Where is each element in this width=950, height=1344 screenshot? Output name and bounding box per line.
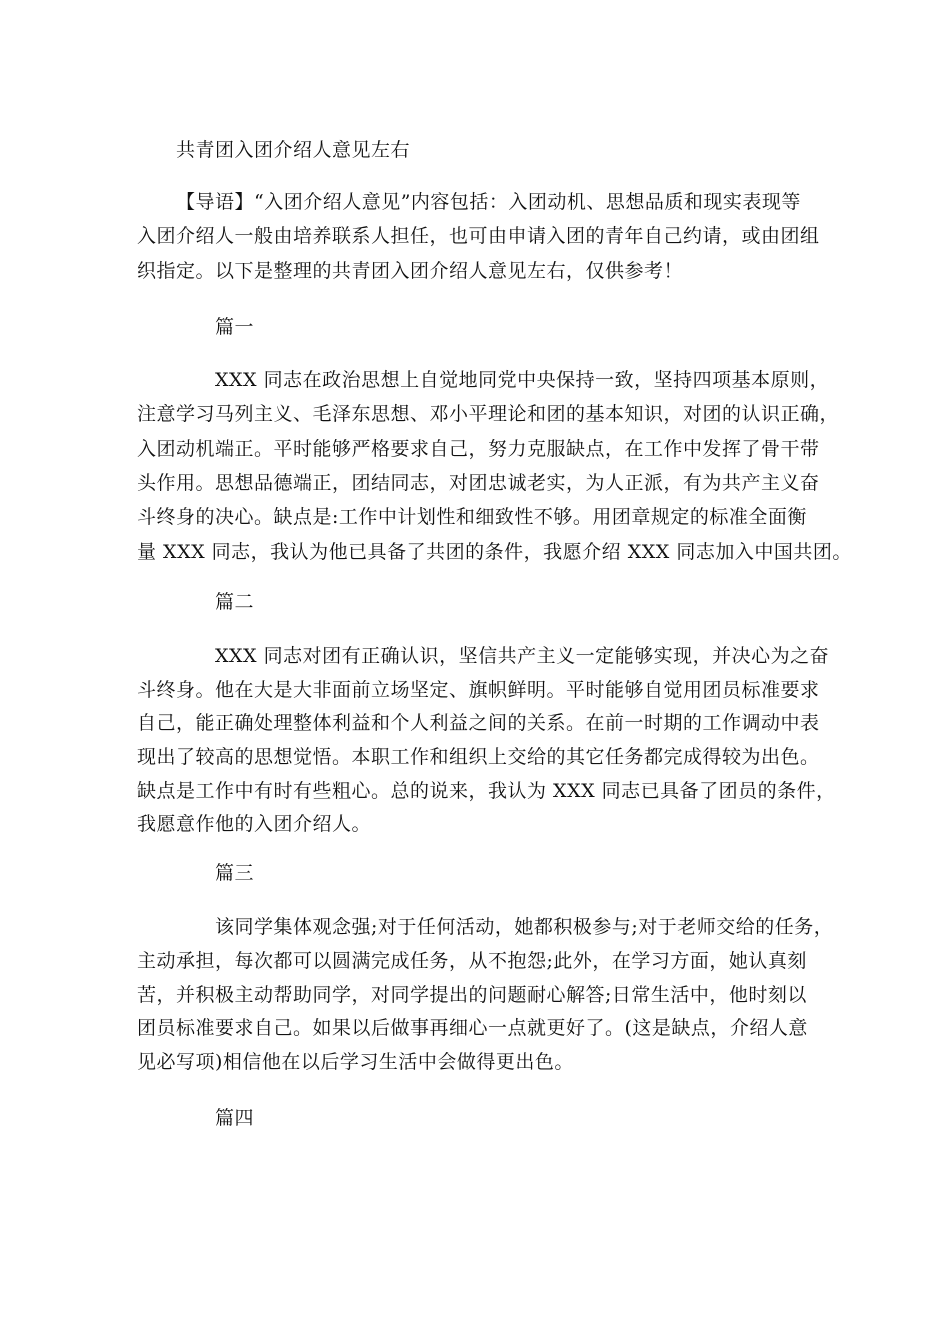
paragraph-line: 量 XXX 同志，我认为他已具备了共团的条件，我愿介绍 XXX 同志加入中国共团。 (137, 541, 852, 563)
paragraph-line: 头作用。思想品德端正，团结同志，对团忠诚老实，为人正派，有为共产主义奋 (137, 472, 820, 494)
paragraph-line: 入团动机端正。平时能够严格要求自己，努力克服缺点，在工作中发挥了骨干带 (137, 438, 820, 460)
intro-line: 织指定。以下是整理的共青团入团介绍人意见左右，仅供参考！ (137, 260, 684, 282)
document-title: 共青团入团介绍人意见左右 (176, 139, 411, 161)
paragraph-line: 现出了较高的思想觉悟。本职工作和组织上交给的其它任务都完成得较为出色。 (137, 746, 820, 768)
paragraph-line: 团员标准要求自己。如果以后做事再细心一点就更好了。(这是缺点，介绍人意 (137, 1017, 808, 1039)
paragraph-line: 缺点是工作中有时有些粗心。总的说来，我认为 XXX 同志已具备了团员的条件， (137, 780, 836, 802)
paragraph-line: XXX 同志在政治思想上自觉地同党中央保持一致，坚持四项基本原则， (215, 369, 830, 391)
paragraph-line: 斗终身的决心。缺点是:工作中计划性和细致性不够。用团章规定的标准全面衡 (137, 506, 807, 528)
paragraph-line: 主动承担，每次都可以圆满完成任务，从不抱怨;此外，在学习方面，她认真刻 (137, 950, 807, 972)
intro-line: 入团介绍人一般由培养联系人担任，也可由申请入团的青年自己约请，或由团组 (137, 225, 820, 247)
paragraph-line: 斗终身。他在大是大非面前立场坚定、旗帜鲜明。平时能够自觉用团员标准要求 (137, 679, 820, 701)
paragraph-line: 我愿意作他的入团介绍人。 (137, 813, 372, 835)
paragraph-line: 苦，并积极主动帮助同学，对同学提出的问题耐心解答;日常生活中，他时刻以 (137, 984, 807, 1006)
section-heading: 篇三 (215, 862, 255, 884)
intro-line: 【导语】“入团介绍人意见”内容包括：入团动机、思想品质和现实表现等 (176, 191, 801, 213)
section-heading: 篇四 (215, 1107, 255, 1129)
section-heading: 篇一 (215, 316, 255, 338)
paragraph-line: 见必写项)相信他在以后学习生活中会做得更出色。 (137, 1051, 574, 1073)
paragraph-line: 自己，能正确处理整体利益和个人利益之间的关系。在前一时期的工作调动中表 (137, 712, 820, 734)
paragraph-line: 注意学习马列主义、毛泽东思想、邓小平理论和团的基本知识，对团的认识正确， (137, 403, 840, 425)
section-heading: 篇二 (215, 591, 255, 613)
paragraph-line: 该同学集体观念强;对于任何活动，她都积极参与;对于老师交给的任务， (215, 916, 834, 938)
paragraph-line: XXX 同志对团有正确认识，坚信共产主义一定能够实现，并决心为之奋 (215, 645, 830, 667)
